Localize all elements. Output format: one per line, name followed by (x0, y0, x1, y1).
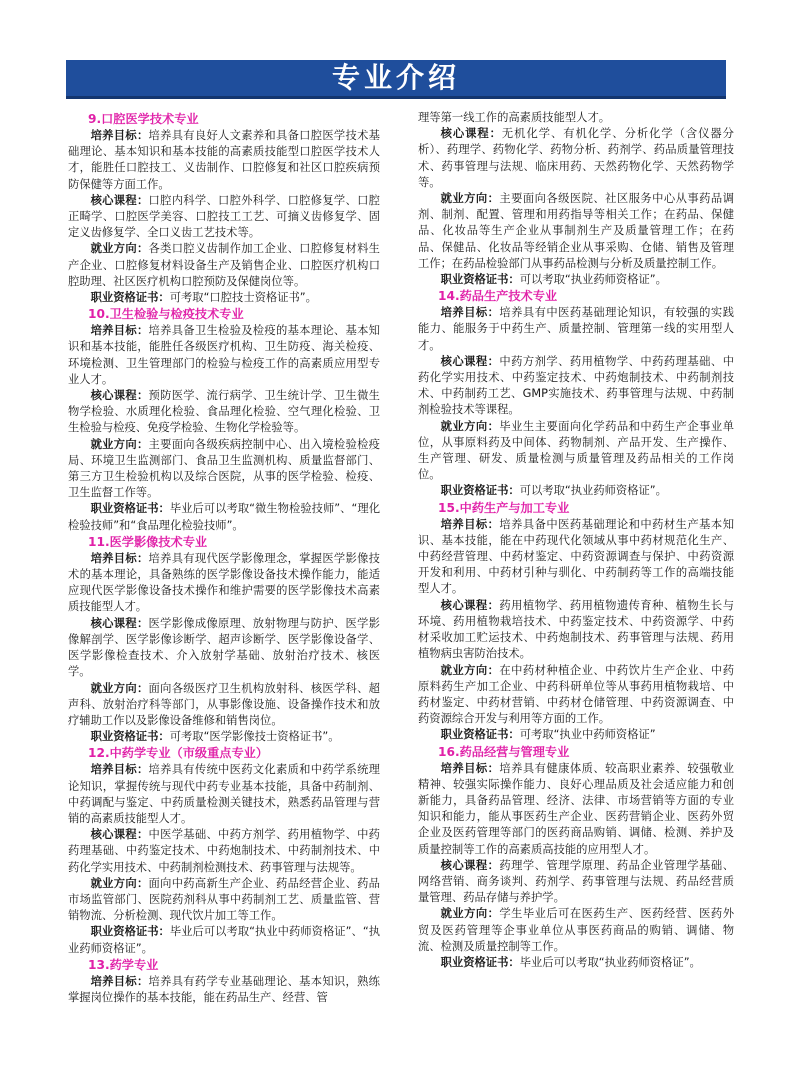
field-text: 毕业后可以考取“微生物检验技师”、“理化检验技师”和“食品理化检验技师”。 (68, 502, 380, 532)
paragraph (68, 128, 380, 193)
field-text: 可考取“医学影像技士资格证书”。 (169, 730, 340, 744)
section-title: 12.中药学专业（市级重点专业） (88, 746, 269, 761)
field-label: 就业方向： (440, 907, 500, 921)
field-label: 培养目标： (440, 517, 500, 531)
field-text: 主要面向各级医院、社区服务中心从事药品调剂、制剂、配置、管理和用药指导等相关工作；在药品、保健品、化妆品等生产企业从事制剂生产及质量管理工作；在药品、保健品、化妆品等经销企业从事采购、仓储、销售及管理工作；在药品检验部门从事药品检测与分析及质量控制工作。 (418, 192, 734, 270)
field-label: 就业方向： (440, 192, 500, 206)
paragraph (418, 858, 734, 907)
paragraph (418, 354, 734, 419)
field-label: 就业方向： (440, 663, 500, 677)
field-label: 就业方向： (90, 876, 149, 890)
paragraph (418, 598, 734, 663)
paragraph (418, 517, 734, 598)
field-label: 核心课程： (440, 598, 500, 612)
field-text: 各类口腔义齿制作加工企业、口腔修复材料生产企业、口腔修复材料设备生产及销售企业、口腔医疗机构口腔助理、社区医疗机构口腔预防及保健岗位等。 (68, 242, 380, 288)
field-text: 培养具有良好人文素养和具备口腔医学技术基础理论、基本知识和基本技能的高素质技能型口腔医学技术人才，能胜任口腔技工、义齿制作、口腔修复和社区口腔疾病预防保健等方面工作。 (68, 129, 380, 191)
field-text: 培养具有中医药基础理论知识，有较强的实践能力、能服务于中药生产、质量控制、管理第一线的实用型人才。 (418, 306, 734, 352)
field-label: 核心课程： (90, 616, 149, 630)
field-label: 培养目标： (90, 129, 149, 142)
paragraph (68, 323, 380, 388)
paragraph (418, 483, 734, 499)
field-label: 核心课程： (440, 354, 500, 368)
paragraph (68, 388, 380, 437)
field-label: 核心课程： (90, 828, 149, 842)
field-text: 可以考取“执业药师资格证”。 (519, 273, 667, 287)
field-text: 培养具有健康体质、较高职业素养、较强敬业精神、较强实际操作能力、良好心理品质及社会适应能力和创新能力，具备药品管理、经济、法律、市场营销等方面的专业知识和能力，能从事医药生产企业、医药营销企业、医药外贸企业及医药管理等部门的医药商品购销、调储、检测、养护及质量控制等工作的高素质高技能的应用型人才。 (418, 761, 734, 856)
field-label: 职业资格证书： (90, 730, 170, 744)
paragraph (68, 241, 380, 290)
field-label: 职业资格证书： (90, 502, 170, 516)
paragraph (418, 727, 734, 743)
paragraph (68, 501, 380, 533)
paragraph (418, 761, 734, 858)
field-text: 可考取“口腔技士资格证书”。 (169, 291, 317, 305)
paragraph (418, 305, 734, 354)
field-label: 核心课程： (90, 389, 149, 403)
paragraph (68, 729, 380, 745)
field-text: 药用植物学、药用植物遗传育种、植物生长与环境、药用植物栽培技术、中药鉴定技术、中药资源学、中药材采收加工贮运技术、中药炮制技术、药事管理与法规、药用植物病虫害防治技术。 (418, 598, 734, 661)
field-text: 毕业后可以考取“执业药师资格证”。 (519, 955, 701, 969)
field-label: 培养目标： (90, 974, 149, 988)
field-text: 培养具备卫生检验及检疫的基本理论、基本知识和基本技能，能胜任各级医疗机构、卫生防疫、海关检疫、环境检测、卫生管理部门的检验与检疫工作的高素质应用型专业人才。 (68, 324, 380, 386)
paragraph (418, 191, 734, 272)
field-label: 职业资格证书： (440, 728, 520, 742)
field-label: 职业资格证书： (90, 291, 170, 305)
field-text: 培养具有药学专业基础理论、基本知识，熟练掌握岗位操作的基本技能，能在药品生产、经营、管 (68, 974, 380, 1004)
field-text: 培养具有传统中医药文化素质和中药学系统理论知识，掌握传统与现代中药专业基本技能，具备中药制剂、中药调配与鉴定、中药质量检测关键技术，熟悉药品管理与营销的高素质技能型人才。 (68, 763, 380, 825)
field-text: 学生毕业后可在医药生产、医药经营、医药外贸及医药管理等企事业单位从事医药商品的购销、调储、物流、检测及质量控制等工作。 (418, 907, 734, 953)
field-label: 就业方向： (440, 419, 500, 433)
paragraph (68, 616, 380, 681)
title-banner (66, 60, 726, 99)
field-text: 在中药材种植企业、中药饮片生产企业、中药原料药生产加工企业、中药科研单位等从事药用植物栽培、中药材鉴定、中药材营销、中药材仓储管理、中药资源调查、中药资源综合开发与利用等方面的工作。 (418, 663, 734, 726)
section-title: 14.药品生产技术专业 (438, 289, 558, 304)
field-label: 就业方向： (90, 681, 149, 695)
field-text: 口腔内科学、口腔外科学、口腔修复学、口腔正畸学、口腔医学美容、口腔技工工艺、可摘义齿修复学、固定义齿修复学、全口义齿工艺技术等。 (68, 193, 380, 240)
section-title: 15.中药生产与加工专业 (438, 500, 570, 515)
field-text: 可以考取“执业药师资格证”。 (519, 484, 667, 498)
field-label: 就业方向： (90, 437, 149, 451)
section-title: 11.医学影像技术专业 (88, 534, 208, 549)
field-text: 面向中药高新生产企业、药品经营企业、药品市场监管部门、医院药剂科从事中药制剂工艺、质量监管、营销物流、分析检测、现代饮片加工等工作。 (68, 876, 380, 923)
field-label: 核心课程： (440, 127, 502, 141)
paragraph (68, 762, 380, 827)
paragraph (68, 437, 380, 502)
paragraph (418, 955, 734, 971)
section-title: 13.药学专业 (88, 957, 159, 972)
field-label: 职业资格证书： (440, 484, 520, 498)
paragraph (418, 126, 734, 191)
field-text: 培养具备中医药基础理论和中药材生产基本知识、基本技能，能在中药现代化领域从事中药材规范化生产、中药经营管理、中药材鉴定、中药资源调查与保护、中药资源开发和利用、中药材引种与驯化、中药制药等工作的高端技能型人才。 (418, 517, 734, 596)
field-label: 职业资格证书： (90, 925, 170, 939)
section-title: 16.药品经营与管理专业 (438, 744, 570, 759)
field-text: 主要面向各级疾病控制中心、出入境检验检疫局、环境卫生监测部门、食品卫生监测机构、质量监督部门、第三方卫生检验机构以及综合医院，从事的医学检验、检疫、卫生监督工作等。 (68, 437, 380, 500)
section-title: 9.口腔医学技术专业 (88, 112, 199, 126)
field-label: 培养目标： (90, 763, 149, 777)
right-column (418, 110, 734, 971)
field-label: 就业方向： (90, 242, 149, 256)
paragraph (68, 876, 380, 925)
paragraph (68, 681, 380, 730)
paragraph (68, 827, 380, 876)
paragraph (418, 272, 734, 288)
paragraph (418, 663, 734, 728)
field-label: 核心课程： (440, 858, 500, 872)
field-label: 培养目标： (90, 324, 149, 338)
page-title: 专业介绍 (331, 61, 460, 94)
paragraph-continuation: 理等第一线工作的高素质技能型人才。 (418, 111, 611, 124)
paragraph (68, 290, 380, 306)
paragraph (418, 419, 734, 484)
field-text: 医学影像成像原理、放射物理与防护、医学影像解剖学、医学影像诊断学、超声诊断学、医学影像设备学、医学影像检查技术、介入放射学基础、放射治疗技术、核医学。 (68, 616, 380, 679)
left-column (68, 111, 380, 1006)
field-label: 培养目标： (90, 551, 149, 565)
field-label: 培养目标： (440, 761, 500, 775)
field-text: 面向各级医疗卫生机构放射科、核医学科、超声科、放射治疗科等部门，从事影像设施、设备操作技术和放疗辅助工作以及影像设备维修和销售岗位。 (68, 681, 380, 727)
field-text: 培养具有现代医学影像理念，掌握医学影像技术的基本理论，具备熟练的医学影像设备技术操作能力，能适应现代医学影像设备技术操作和维护需要的医学影像技术高素质技能型人才。 (68, 551, 380, 614)
field-text: 药理学、管理学原理、药品企业管理学基础、网络营销、商务谈判、药剂学、药事管理与法规、药品经营质量管理、药品存储与养护学。 (418, 858, 734, 905)
field-label: 职业资格证书： (440, 955, 520, 969)
field-text: 毕业生主要面向化学药品和中药生产企事业单位，从事原料药及中间体、药物制剂、产品开发、生产操作、生产管理、研发、质量检测与质量管理及药品相关的工作岗位。 (418, 419, 734, 482)
paragraph (68, 974, 380, 1006)
field-label: 培养目标： (440, 306, 500, 320)
field-label: 核心课程： (90, 193, 149, 207)
field-label: 职业资格证书： (440, 273, 520, 287)
paragraph (68, 551, 380, 616)
section-title: 10.卫生检验与检疫技术专业 (88, 307, 244, 322)
field-text: 可考取“执业中药师资格证” (519, 728, 656, 742)
field-text: 中医学基础、中药方剂学、药用植物学、中药药理基础、中药鉴定技术、中药炮制技术、中药制剂技术、中药化学实用技术、中药制剂检测技术、药事管理与法规等。 (68, 828, 380, 874)
field-text: 毕业后可以考取“执业中药师资格证”、“执业药师资格证”。 (68, 925, 380, 955)
field-text: 无机化学、有机化学、分析化学（含仪器分析）、药理学、药物化学、药物分析、药剂学、药品质量管理技术、药事管理与法规、临床用药、天然药物化学、天然药物学等。 (418, 127, 734, 189)
field-text: 中药方剂学、药用植物学、中药药理基础、中药化学实用技术、中药鉴定技术、中药炮制技术、中药制剂技术、中药制药工艺、GMP实施技术、药事管理与法规、中药制剂检验技术等课程。 (418, 354, 734, 417)
paragraph (68, 193, 380, 242)
field-text: 预防医学、流行病学、卫生统计学、卫生微生物学检验、水质理化检验、食品理化检验、空气理化检验、卫生检验与检疫、免疫学检验、生物化学检验等。 (68, 389, 380, 435)
paragraph (418, 906, 734, 955)
paragraph (68, 924, 380, 956)
